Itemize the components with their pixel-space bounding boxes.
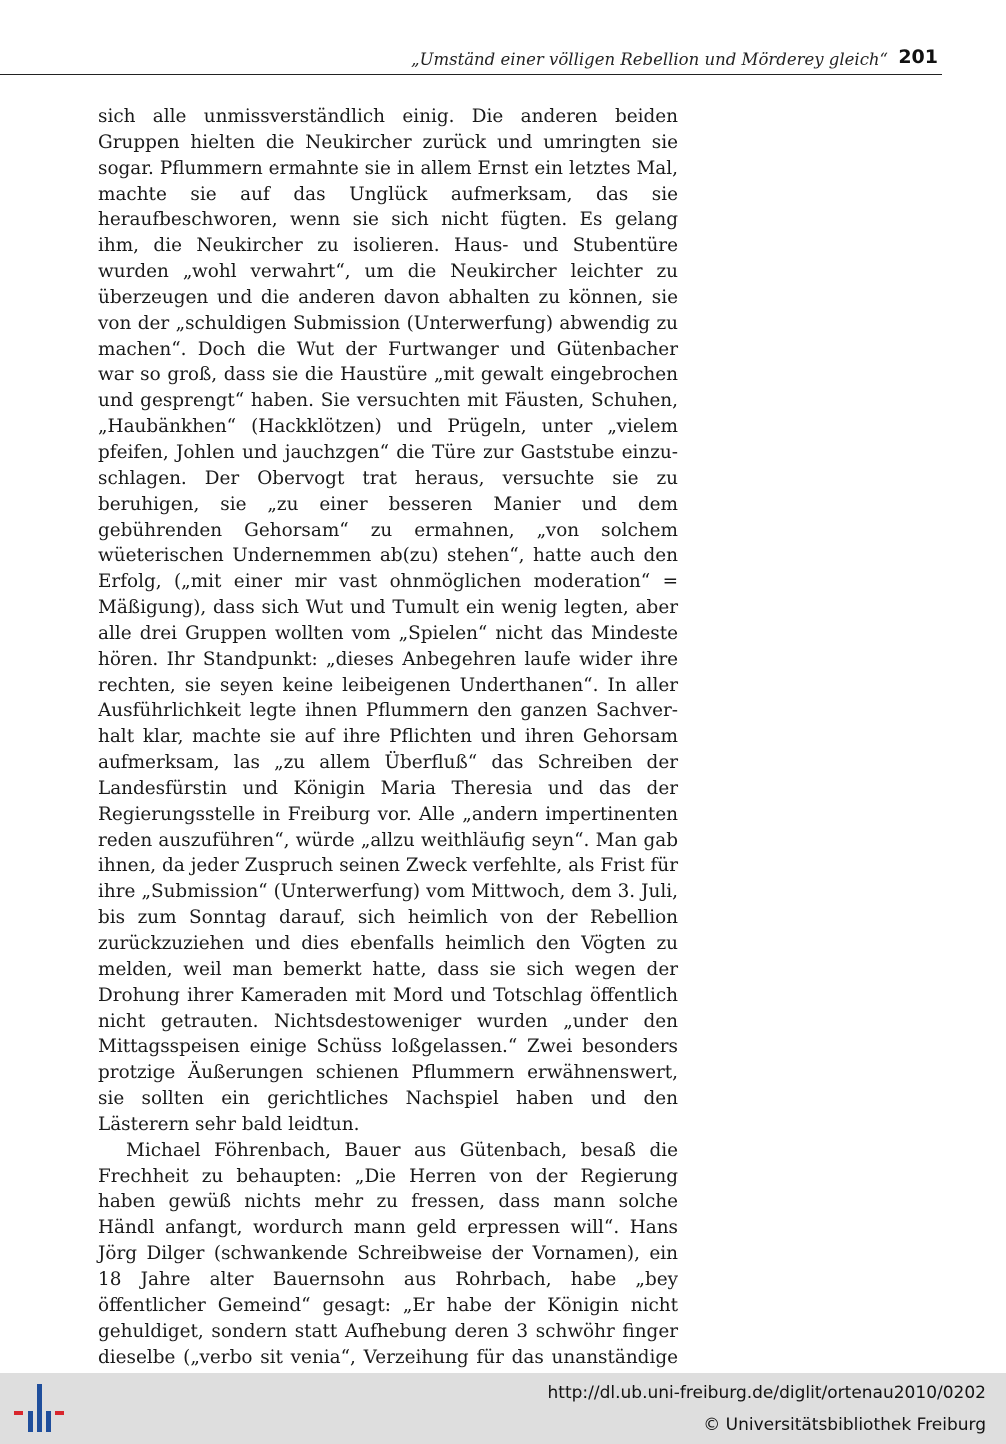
ub-freiburg-logo-icon[interactable] <box>14 1384 64 1434</box>
paragraph-1: sich alle unmissverständlich einig. Die anderen beiden Gruppen hielten die Neukircher zurück und umringten sie sogar. Pflummern ermahnte sie in allem Ernst ein letztes Mal, machte sie auf das Unglück aufmerksam, das sie heraufbeschworen, wenn sie sich nicht fügten. Es gelang ihm, die Neukircher zu isolieren. Haus- und Stubentüre wurden „wohl verwahrt“, um die Neukircher leichter zu überzeugen und die anderen davon abhalten zu können, sie von der „schuldigen Submission (Unterwerfung) abwendig zu machen“. Doch die Wut der Furtwanger und Gütenbacher war so groß, dass sie die Haustüre „mit gewalt eingebrochen und gesprengt“ haben. Sie versuchten mit Fäusten, Schuhen, „Haubänkhen“ (Hackklötzen) und Prügeln, unter „vielem pfeifen, Johlen und jauchzgen“ die Türe zur Gaststube einzuschlagen. Der Obervogt trat heraus, versuchte sie zu beruhigen, sie „zu einer besseren Manier und dem gebührenden Gehorsam“ zu ermahnen, „von solchem wüeterischen Undernemmen ab(zu) stehen“, hatte auch den Erfolg, („mit einer mir vast ohnmöglichen moderation“ = Mäßigung), dass sich Wut und Tumult ein wenig legten, aber alle drei Gruppen wollten vom „Spielen“ nicht das Mindeste hören. Ihr Standpunkt: „dieses Anbegehren laufe wider ihre rechten, sie seyen keine leibeigenen Underthanen“. In aller Ausführlichkeit legte ihnen Pflummern den ganzen Sachverhalt klar, machte sie auf ihre Pflichten und ihren Gehorsam aufmerksam, las „zu allem Überfluß“ das Schreiben der Landesfürstin und Königin Maria Theresia und das der Regierungsstelle in Freiburg vor. Alle „andern impertinenten reden auszuführen“, würde „allzu weithläufig seyn“. Man gab ihnen, da jeder Zuspruch seinen Zweck verfehlte, als Frist für ihre „Submission“ (Unterwerfung) vom Mittwoch, dem 3. Juli, bis zum Sonntag darauf, sich heimlich von der Rebellion zurückzuziehen und dies ebenfalls heimlich den Vögten zu melden, weil man bemerkt hatte, dass sie sich wegen der Drohung ihrer Kameraden mit Mord und Totschlag öffentlich nicht getrauten. Nichtsdestoweniger wurden „under den Mittagsspeisen einige Schüss loßgelassen.“ Zwei besonders protzige Äußerungen schienen Pflummern erwähnenswert, sie sollten ein gerichtliches Nachspiel haben und den Lästerern sehr bald leidtun. <box>98 106 678 1135</box>
footer-copyright: © Universitätsbibliothek Freiburg <box>703 1415 986 1435</box>
running-header <box>0 44 942 75</box>
page-number: 201 <box>898 46 938 68</box>
paragraph-2: Michael Föhrenbach, Bauer aus Gütenbach, besaß die Frechheit zu behaupten: „Die Herren von der Regierung haben gewüß nichts mehr zu fressen, dass mann solche Händl anfangt, wordurch mann geld erpressen will“. Hans Jörg Dilger (schwankende Schreibweise der Vornamen), ein 18 Jahre alter Bauernsohn aus Rohrbach, habe „bey öffentlicher Gemeind“ gesagt: „Er habe der Königin nicht gehuldiget, sondern statt Aufhebung deren 3 schwöhr finger dieselbe („verbo sit venia“, Verzeihung für das unanständige <box>98 1139 678 1368</box>
footer-bar <box>0 1373 1006 1444</box>
body-text <box>98 104 678 1396</box>
footer-url-link[interactable]: http://dl.ub.uni-freiburg.de/diglit/ortenau2010/0202 <box>547 1383 986 1403</box>
running-title: „Umständ einer völligen Rebellion und Mörderey gleich“ <box>411 50 888 69</box>
